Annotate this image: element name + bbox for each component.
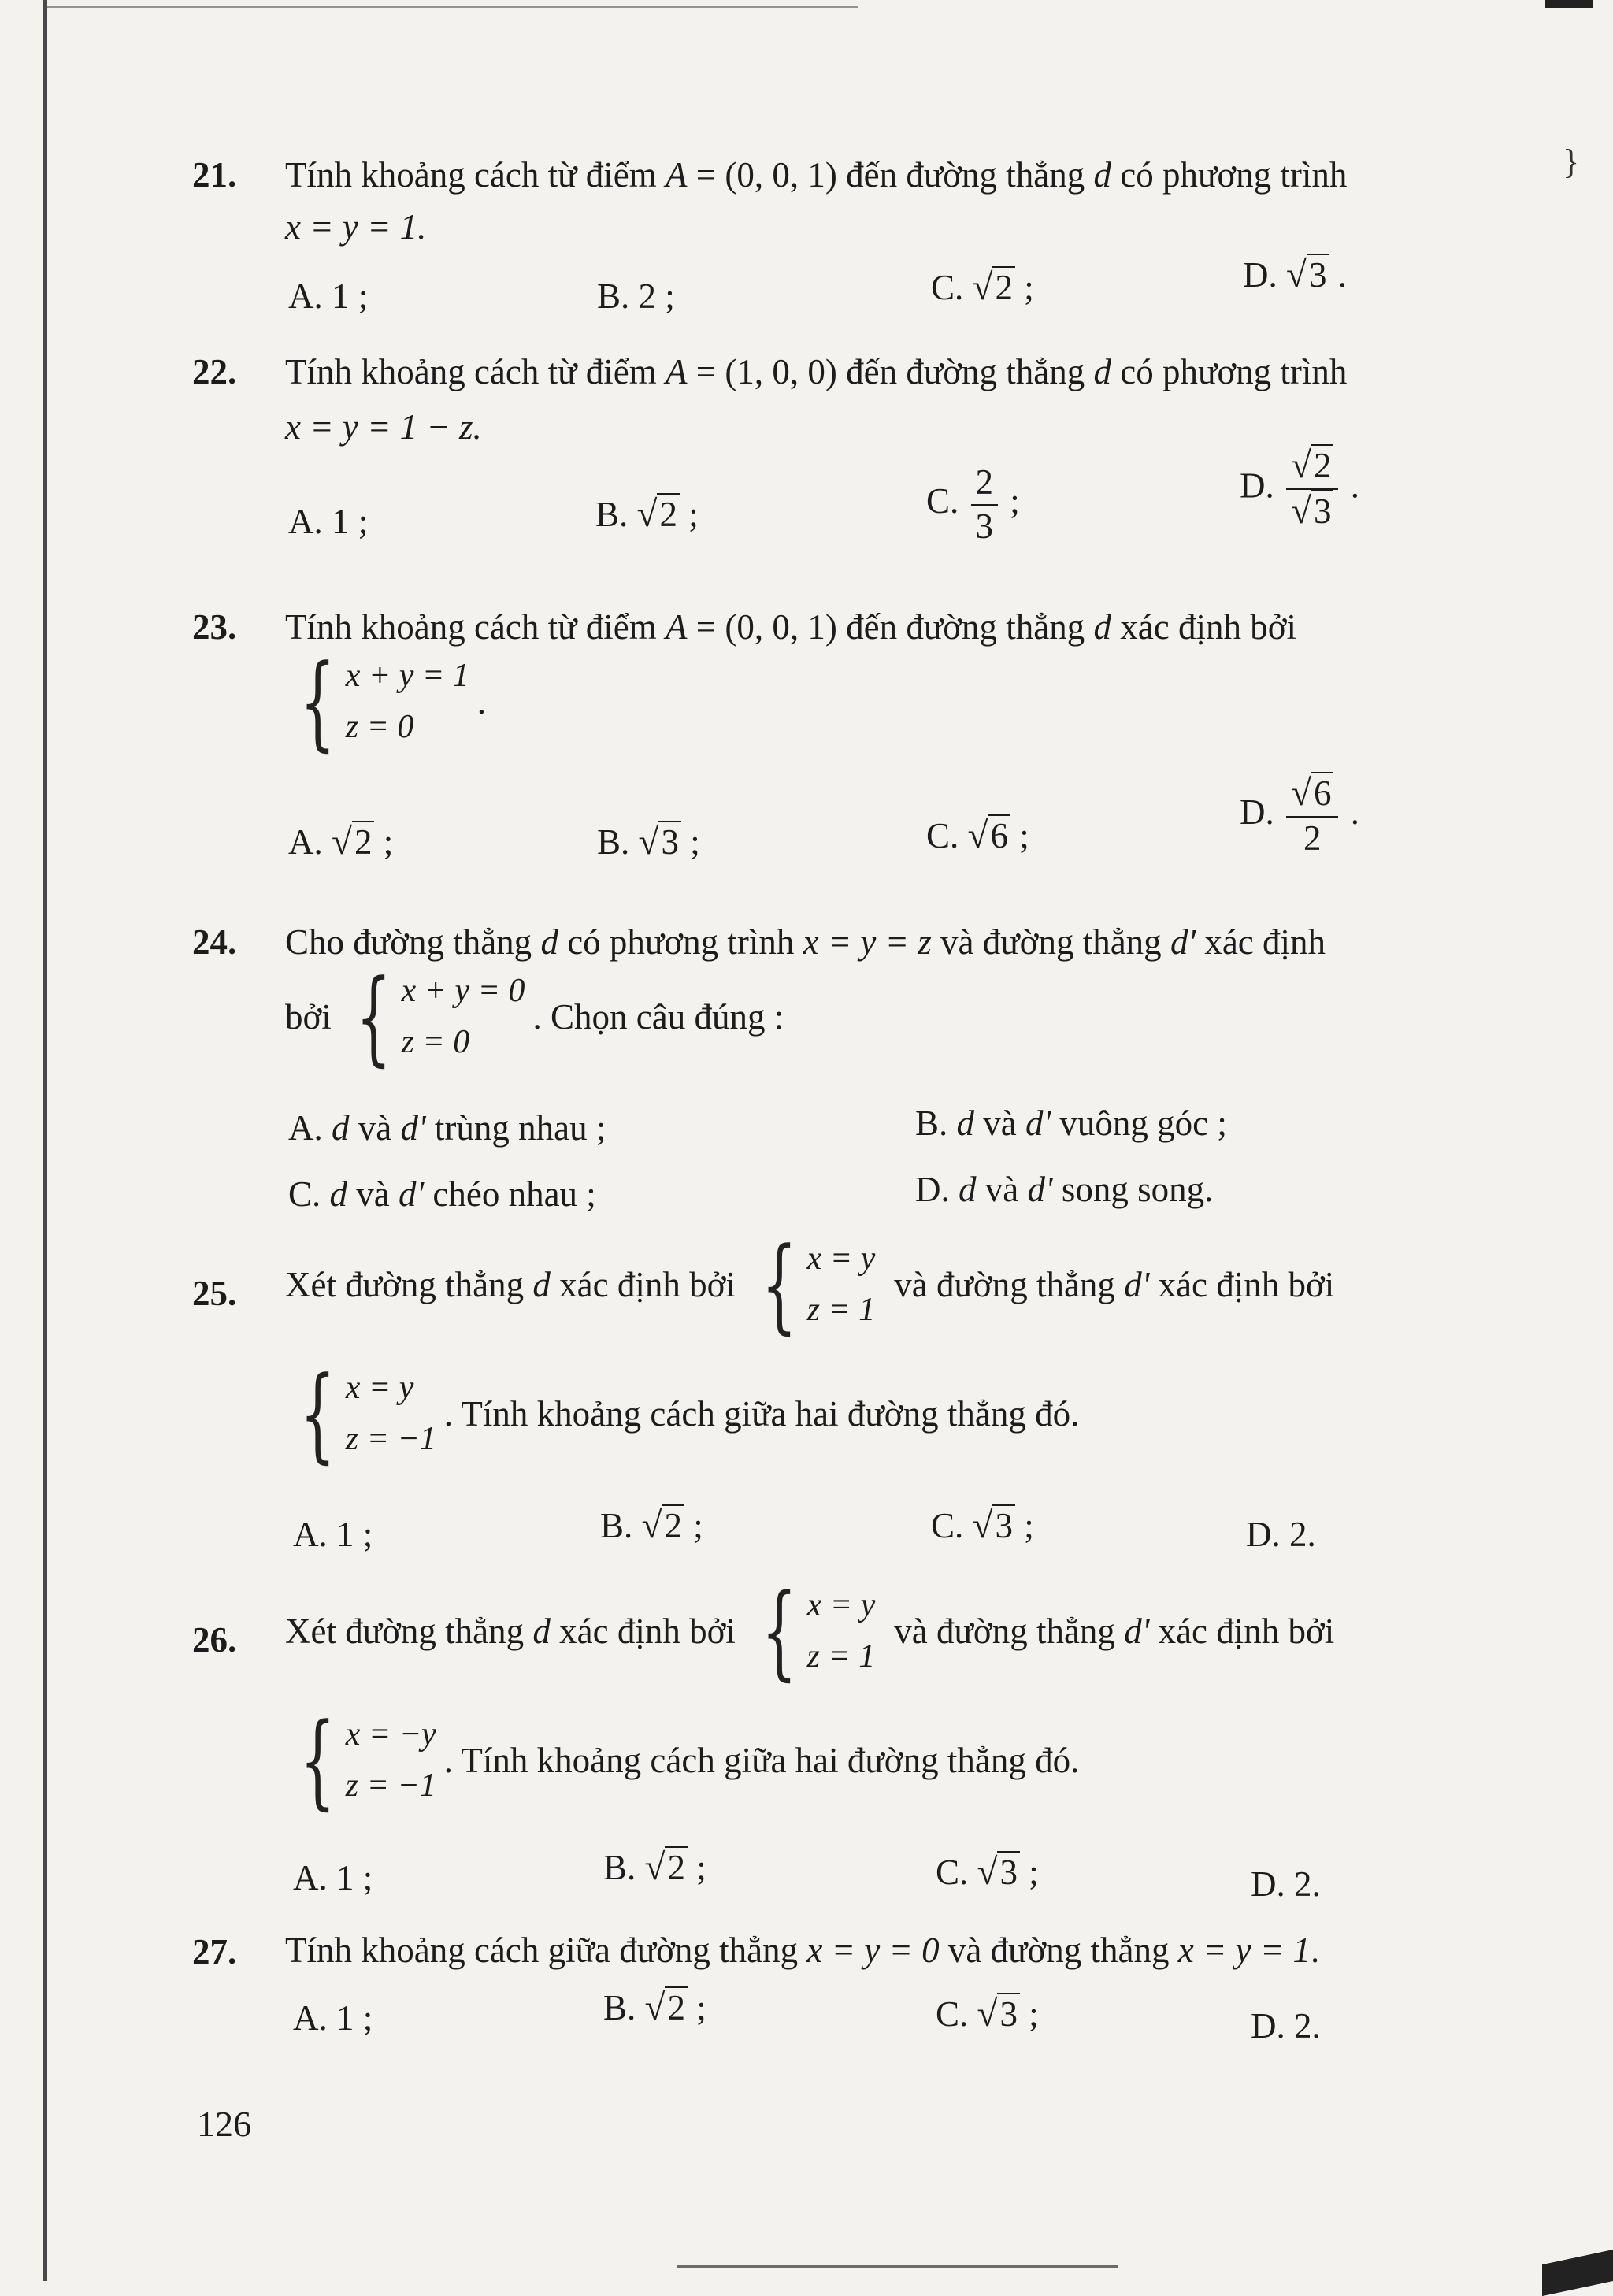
scan-top-rule	[47, 6, 858, 8]
sqrt-expression: √2	[645, 1986, 688, 2029]
scan-top-dash	[1545, 0, 1593, 8]
option-c[interactable]: C. √6 ;	[926, 815, 1029, 856]
brace-glyph: {	[299, 1354, 336, 1474]
equation-system: { x = y z = −1 . Tính khoảng cách giữa hai đường thẳng đó.	[299, 1354, 1080, 1474]
option-c[interactable]: C. √2 ;	[931, 267, 1034, 308]
equation-system: bởi { x + y = 0 z = 0 . Chọn câu đúng :	[285, 957, 784, 1078]
equation-system: { x + y = 1 z = 0 .	[299, 642, 486, 762]
option-d[interactable]: D. √3 .	[1243, 254, 1347, 295]
question-text: Tính khoảng cách từ điểm A = (0, 0, 1) đến đường thẳng d có phương trình	[285, 155, 1348, 195]
option-a[interactable]: A. 1 ;	[288, 502, 369, 541]
option-c[interactable]: C. √3 ;	[931, 1505, 1034, 1546]
scan-corner-mark	[1542, 2250, 1613, 2296]
option-a[interactable]: A. 1 ;	[288, 276, 369, 316]
option-a[interactable]: A. 1 ;	[293, 1998, 373, 2038]
question-equation: x = y = 1.	[285, 207, 427, 247]
option-d[interactable]: D. 2.	[1251, 1864, 1321, 1904]
option-b[interactable]: B. √2 ;	[603, 1987, 706, 2028]
sqrt-expression: √3	[639, 821, 681, 863]
question-number: 22.	[192, 352, 237, 391]
sqrt-expression: √6	[968, 814, 1010, 857]
fraction: $\frac{√6}{2}$	[1286, 773, 1338, 858]
question-number: 21.	[192, 155, 237, 195]
sqrt-expression: √3	[977, 1993, 1020, 2035]
sqrt-expression: √2	[973, 266, 1015, 309]
equation-system: { x = −y z = −1 . Tính khoảng cách giữa hai đường thẳng đó.	[299, 1701, 1080, 1821]
option-d[interactable]: D. 2.	[1251, 2006, 1321, 2046]
option-b[interactable]: B. d và d' vuông góc ;	[915, 1103, 1227, 1143]
option-c[interactable]: C. d và d' chéo nhau ;	[288, 1174, 596, 1214]
scan-left-edge	[43, 0, 47, 2281]
option-a[interactable]: A. d và d' trùng nhau ;	[288, 1108, 606, 1148]
question-text: Cho đường thẳng d có phương trình x = y = z và đường thẳng d' xác định	[285, 922, 1326, 962]
option-a[interactable]: A. 1 ;	[293, 1858, 373, 1897]
option-c[interactable]: C. √3 ;	[936, 1852, 1039, 1893]
question-number: 25.	[192, 1274, 237, 1313]
option-b[interactable]: B. √3 ;	[597, 822, 700, 862]
question-text: Tính khoảng cách từ điểm A = (0, 0, 1) đến đường thẳng d xác định bởi	[285, 607, 1296, 647]
sqrt-expression: √2	[642, 1504, 684, 1547]
brace-glyph: {	[761, 1225, 797, 1345]
sqrt-expression: √2	[332, 821, 374, 863]
brace-glyph: {	[761, 1571, 797, 1692]
fraction: $\frac{√2}{√3}$	[1286, 446, 1338, 532]
question-text: Tính khoảng cách giữa đường thẳng x = y = 0 và đường thẳng x = y = 1.	[285, 1931, 1320, 1970]
option-b[interactable]: B. √2 ;	[603, 1847, 706, 1888]
sqrt-expression: √3	[973, 1504, 1015, 1547]
option-d[interactable]: D. $\frac{√6}{2}$ .	[1240, 773, 1359, 858]
question-text: Xét đường thẳng d xác định bởi { x = y z = 1 và đường thẳng d' xác định bởi	[285, 1225, 1335, 1345]
option-a[interactable]: A. √2 ;	[288, 822, 394, 862]
scan-bottom-rule	[677, 2265, 1118, 2268]
option-d[interactable]: D. $\frac{√2}{√3}$ .	[1240, 445, 1359, 532]
option-d[interactable]: D. d và d' song song.	[915, 1170, 1214, 1209]
question-number: 23.	[192, 607, 237, 647]
sqrt-expression: √3	[977, 1851, 1020, 1894]
page-number: 126	[197, 2104, 251, 2144]
option-d[interactable]: D. 2.	[1246, 1515, 1316, 1554]
sqrt-expression: √3	[1286, 254, 1329, 296]
question-number: 27.	[192, 1932, 237, 1971]
option-b[interactable]: B. √2 ;	[595, 494, 699, 535]
brace-glyph: {	[355, 957, 391, 1078]
option-b[interactable]: B. √2 ;	[600, 1505, 703, 1546]
option-c[interactable]: C. √3 ;	[936, 1994, 1039, 2035]
option-a[interactable]: A. 1 ;	[293, 1515, 373, 1554]
question-text: Xét đường thẳng d xác định bởi { x = y z = 1 và đường thẳng d' xác định bởi	[285, 1571, 1335, 1692]
question-text: Tính khoảng cách từ điểm A = (1, 0, 0) đến đường thẳng d có phương trình	[285, 352, 1348, 391]
question-number: 24.	[192, 922, 237, 962]
option-c[interactable]: C. $\frac{2}{3}$ ;	[926, 462, 1020, 546]
margin-mark: }	[1563, 143, 1580, 181]
fraction: $\frac{2}{3}$	[971, 463, 999, 546]
sqrt-expression: √2	[645, 1846, 688, 1889]
question-equation: x = y = 1 − z.	[285, 407, 482, 447]
brace-glyph: {	[299, 1701, 336, 1821]
question-number: 26.	[192, 1620, 237, 1660]
sqrt-expression: √2	[637, 493, 680, 536]
brace-glyph: {	[299, 642, 336, 762]
option-b[interactable]: B. 2 ;	[597, 276, 675, 316]
